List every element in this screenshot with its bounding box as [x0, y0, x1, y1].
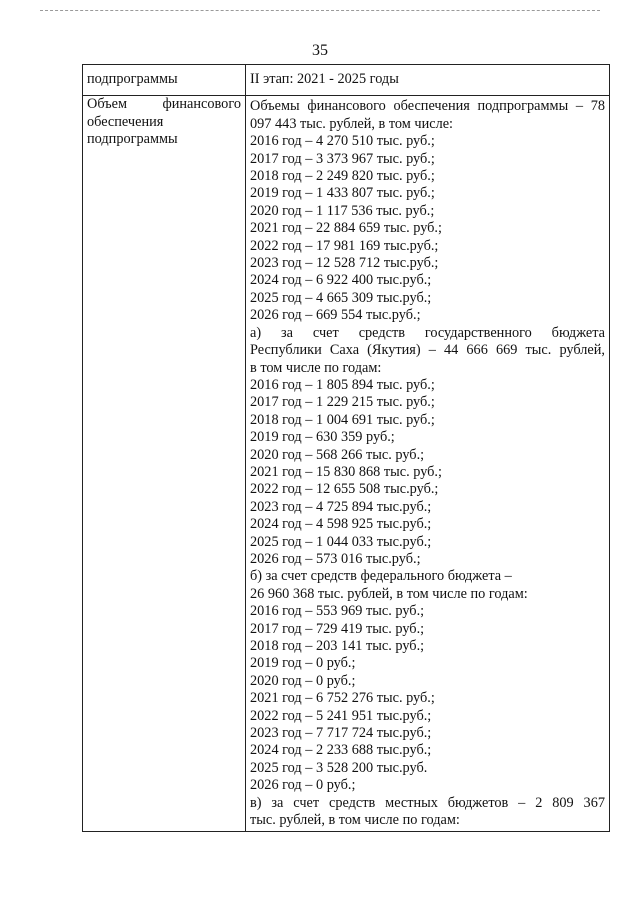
funding-detail-line: 2021 год – 15 830 868 тыс. руб.;: [250, 463, 442, 480]
funding-detail-line: Объемы финансового обеспечения подпрограммы – 78: [250, 98, 605, 115]
funding-detail-line: 097 443 тыс. рублей, в том числе:: [250, 115, 454, 132]
funding-detail-line: 2016 год – 1 805 894 тыс. руб.;: [250, 376, 435, 393]
funding-detail-line: 2019 год – 1 433 807 тыс. руб.;: [250, 185, 435, 202]
funding-detail-line: 2020 год – 0 руб.;: [250, 672, 356, 689]
funding-detail-line: 2016 год – 4 270 510 тыс. руб.;: [250, 133, 435, 150]
funding-detail-line: 2025 год – 1 044 033 тыс.руб.;: [250, 533, 432, 550]
funding-detail-line: 2020 год – 1 117 536 тыс. руб.;: [250, 202, 435, 219]
funding-detail-line: 2017 год – 3 373 967 тыс. руб.;: [250, 150, 435, 167]
funding-detail-line: 2026 год – 669 554 тыс.руб.;: [250, 307, 421, 324]
funding-detail-line: 2020 год – 568 266 тыс. руб.;: [250, 446, 425, 463]
cell-subprogram-label: подпрограммы: [83, 65, 246, 96]
funding-detail-line: 2021 год – 22 884 659 тыс. руб.;: [250, 220, 442, 237]
page-number: 35: [312, 42, 328, 59]
funding-detail-line: 2024 год – 6 922 400 тыс.руб.;: [250, 272, 432, 289]
funding-detail-line: 2022 год – 17 981 169 тыс.руб.;: [250, 237, 439, 254]
cell-funding-details: [246, 96, 610, 832]
funding-label-line: Объем финансового: [87, 96, 241, 113]
table-row-funding: [83, 96, 610, 832]
funding-detail-line: 2024 год – 4 598 925 тыс.руб.;: [250, 516, 432, 533]
funding-detail-line: 2019 год – 630 359 руб.;: [250, 429, 395, 446]
cell-stage-value: II этап: 2021 - 2025 годы: [246, 65, 610, 96]
funding-detail-line: 2025 год – 3 528 200 тыс.руб.: [250, 759, 428, 776]
funding-detail-line: в том числе по годам:: [250, 359, 382, 376]
funding-label-line: подпрограммы: [87, 131, 178, 148]
funding-detail-line: 2018 год – 203 141 тыс. руб.;: [250, 638, 425, 654]
funding-detail-line: Республики Саха (Якутия) – 44 666 669 тыс. рублей,: [250, 342, 605, 359]
funding-detail-line: 2018 год – 1 004 691 тыс. руб.;: [250, 411, 435, 428]
funding-detail-line: 2018 год – 2 249 820 тыс. руб.;: [250, 168, 435, 185]
funding-detail-line: 2025 год – 4 665 309 тыс.руб.;: [250, 289, 432, 306]
funding-detail-line: 2016 год – 553 969 тыс. руб.;: [250, 603, 425, 620]
funding-detail-line: 2017 год – 729 419 тыс. руб.;: [250, 620, 425, 637]
funding-detail-line: б) за счет средств федерального бюджета –: [250, 568, 512, 585]
funding-detail-line: 2024 год – 2 233 688 тыс.руб.;: [250, 742, 432, 759]
funding-detail-line: 2022 год – 5 241 951 тыс.руб.;: [250, 707, 432, 724]
funding-detail-line: 2019 год – 0 руб.;: [250, 655, 356, 672]
funding-detail-line: 2026 год – 573 016 тыс.руб.;: [250, 550, 421, 567]
funding-detail-line: 2023 год – 7 717 724 тыс.руб.;: [250, 725, 432, 742]
funding-label-line: обеспечения: [87, 113, 164, 130]
funding-detail-line: 2021 год – 6 752 276 тыс. руб.;: [250, 690, 435, 707]
table-row-stage: [83, 65, 610, 96]
funding-detail-line: 2023 год – 4 725 894 тыс.руб.;: [250, 498, 432, 515]
passport-table: [82, 64, 610, 832]
funding-detail-line: 26 960 368 тыс. рублей, в том числе по годам:: [250, 585, 528, 602]
funding-detail-line: а) за счет средств государственного бюджета: [250, 324, 605, 341]
cell-funding-label: [83, 96, 246, 832]
funding-detail-line: 2017 год – 1 229 215 тыс. руб.;: [250, 394, 435, 411]
funding-detail-line: тыс. рублей, в том числе по годам:: [250, 812, 460, 829]
funding-detail-line: 2026 год – 0 руб.;: [250, 777, 356, 794]
funding-detail-line: 2023 год – 12 528 712 тыс.руб.;: [250, 255, 439, 272]
funding-detail-line: 2022 год – 12 655 508 тыс.руб.;: [250, 481, 439, 498]
top-scan-rule: [40, 10, 600, 11]
funding-detail-line: в) за счет средств местных бюджетов – 2 809 367: [250, 794, 605, 811]
